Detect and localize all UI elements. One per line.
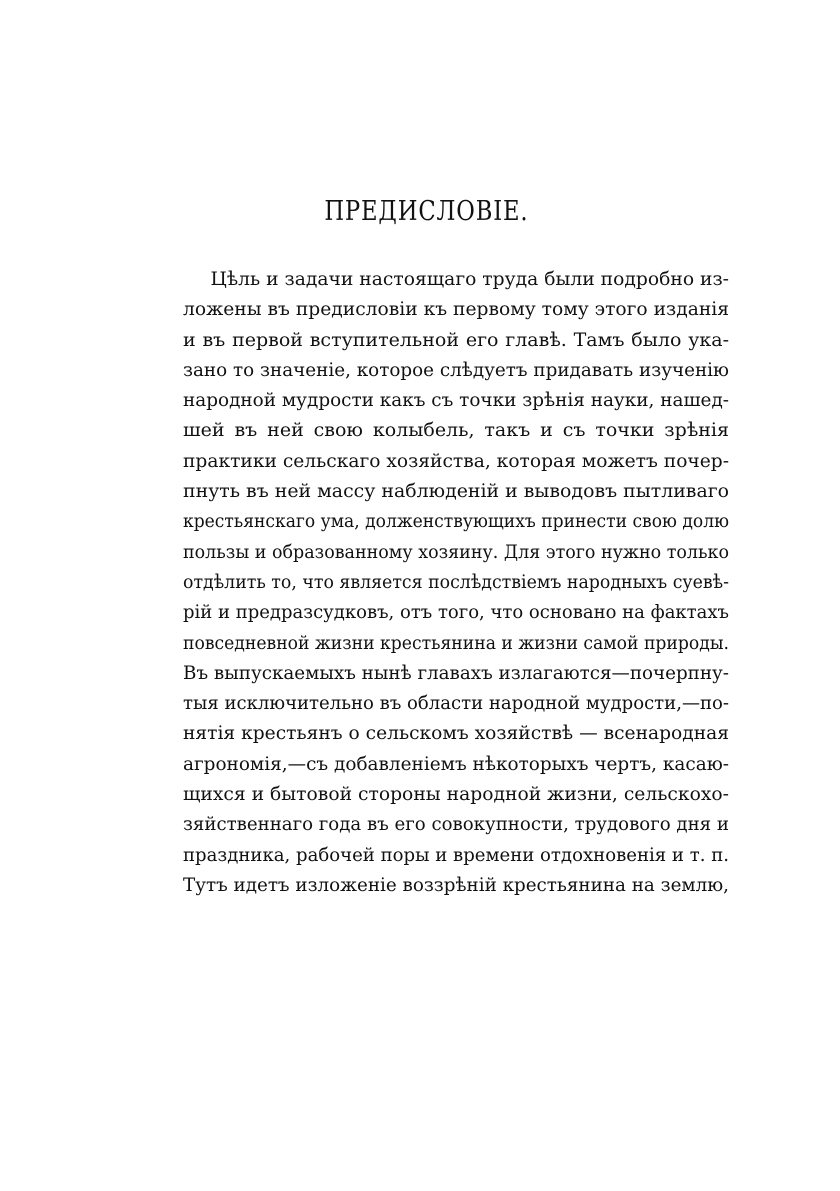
text-line-1: Цѣль и задачи настоящаго труда были подробно из- xyxy=(210,268,729,290)
text-line-11: отдѣлить то, что является послѣдствіемъ народныхъ суевѣ- xyxy=(183,570,729,593)
text-line-7: практики сельскаго хозяйства, которая можетъ почер- xyxy=(183,449,729,472)
text-line-5: народной мудрости какъ съ точки зрѣнія науки, нашед- xyxy=(183,389,729,412)
text-line-19: зяйственнаго года въ его совокупности, трудового дня и xyxy=(183,813,729,836)
text-line-6: шей въ ней свою колыбель, такъ и съ точки зрѣнія xyxy=(183,419,729,442)
text-line-18: щихся и бытовой стороны народной жизни, сельскохо- xyxy=(183,783,729,806)
text-line-13: повседневной жизни крестьянина и жизни самой природы. xyxy=(183,631,729,654)
text-line-16: нятія крестьянъ о сельскомъ хозяйствѣ — всенародная xyxy=(183,722,729,745)
text-line-9: крестьянскаго ума, долженствующихъ принести свою долю xyxy=(183,510,729,533)
text-line-8: пнуть въ ней массу наблюденій и выводовъ пытливаго xyxy=(183,480,729,503)
text-line-14: Въ выпускаемыхъ нынѣ главахъ излагаются—почерпну- xyxy=(183,661,729,684)
text-line-17: агрономія,—съ добавленіемъ нѣкоторыхъ чертъ, касаю- xyxy=(183,752,729,775)
text-line-21: Тутъ идетъ изложеніе воззрѣній крестьянина на землю, xyxy=(183,873,729,896)
page-title: ПРЕДИСЛОВІЕ. xyxy=(324,196,529,227)
text-line-3: и въ первой вступительной его главѣ. Тамъ было ука- xyxy=(183,328,729,351)
text-line-4: зано то значеніе, которое слѣдуетъ придавать изученію xyxy=(183,358,729,381)
text-line-2: ложены въ предисловіи къ первому тому этого изданія xyxy=(183,298,729,321)
text-line-10: пользы и образованному хозяину. Для этого нужно только xyxy=(183,540,729,563)
text-line-20: праздника, рабочей поры и времени отдохновенія и т. п. xyxy=(183,843,729,866)
text-line-15: тыя исключительно въ области народной мудрости,—по- xyxy=(183,692,729,715)
preface-paragraph xyxy=(183,264,729,900)
text-line-12: рій и предразсудковъ, отъ того, что основано на фактахъ xyxy=(183,601,729,624)
